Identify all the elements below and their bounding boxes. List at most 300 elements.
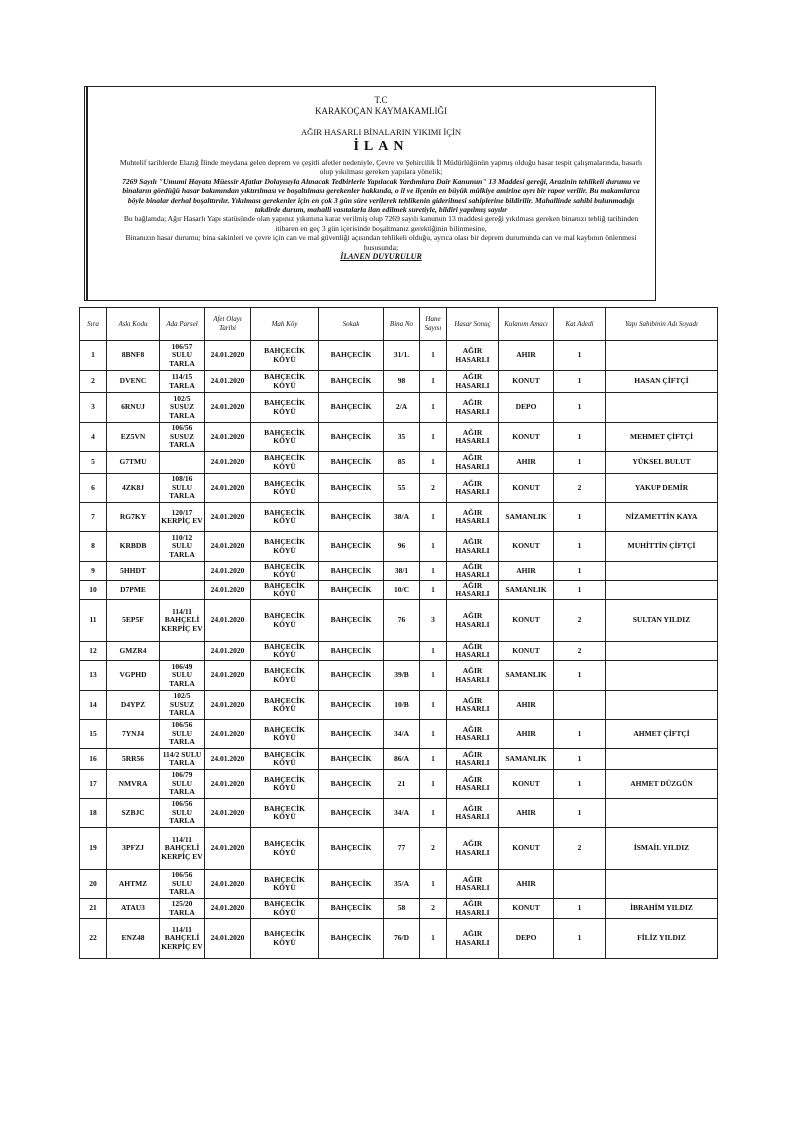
column-header: Sıra — [80, 308, 107, 341]
damage-result-cell: AĞIR HASARLI — [447, 828, 499, 870]
paragraph-2-law: 7269 Sayılı "Umumi Hayata Müessir Afatlar Dolayısıyla Alınacak Tedbirlerle Yapılacak Yardımlara Dair Kanunun" 13 Maddesi gereği, Arazinin tehlikeli durumu ve binaların gördüğü hasar bakımından yıktırılması ve boşaltılması gerekenler hakkında, o il ve ilçenin en büyük mülkiye amirine ayrı bir rapor verilir. Bu makamlarca böyle binalar derhal boşalttırılır. Yıkılması gerekenler için en çok 3 gün süre verilerek tehlikenin giderilmesi sahiplerine bildirilir. Mahallinde sahibi bulunmadığı takdirde durum, mahalli vasıtalarla ilan edilmek suretiyle, bildiri yapılmış sayılır — [122, 176, 640, 215]
building-no-cell: 58 — [384, 899, 420, 919]
floor-count-cell: 2 — [554, 600, 606, 642]
asset-code-cell: D4YPZ — [107, 691, 160, 720]
announcement-header — [84, 86, 656, 301]
asset-code-cell: EZ5VN — [107, 423, 160, 452]
asset-code-cell: D7PME — [107, 581, 160, 600]
asset-code-cell: ATAU3 — [107, 899, 160, 919]
column-header: Kat Adedi — [554, 308, 606, 341]
table-row — [80, 452, 718, 474]
building-no-cell: 76 — [384, 600, 420, 642]
household-count-cell: 1 — [420, 532, 447, 562]
street-cell: BAHÇECİK — [319, 919, 384, 959]
building-no-cell: 39/B — [384, 661, 420, 691]
street-cell: BAHÇECİK — [319, 423, 384, 452]
floor-count-cell: 2 — [554, 474, 606, 503]
disaster-date-cell: 24.01.2020 — [205, 503, 251, 532]
village-cell: BAHÇECİK KÖYÜ — [251, 749, 319, 770]
row-number-cell: 13 — [80, 661, 107, 691]
parcel-cell: 120/17 KERPİÇ EV — [160, 503, 205, 532]
damage-result-cell: AĞIR HASARLI — [447, 474, 499, 503]
table-row — [80, 899, 718, 919]
village-cell: BAHÇECİK KÖYÜ — [251, 393, 319, 423]
column-header: Ada Parsel — [160, 308, 205, 341]
paragraph-3: Bu bağlamda; Ağır Hasarlı Yapı statüsünde olan yapınız yıkımına karar verilmiş olup 7269 sayılı kanunun 13 maddesi gereği yıkılması gereken binanızı tebliğ tarihinden itibaren en geç 3 gün içerisinde boşaltmanız gerektiğinin bilinmesine, — [123, 214, 639, 233]
owner-name-cell: NİZAMETTİN KAYA — [606, 503, 718, 532]
building-no-cell: 35 — [384, 423, 420, 452]
floor-count-cell: 1 — [554, 423, 606, 452]
asset-code-cell: 5HHDT — [107, 562, 160, 581]
row-number-cell: 9 — [80, 562, 107, 581]
row-number-cell: 16 — [80, 749, 107, 770]
usage-purpose-cell: KONUT — [499, 423, 554, 452]
village-cell: BAHÇECİK KÖYÜ — [251, 532, 319, 562]
damage-result-cell: AĞIR HASARLI — [447, 423, 499, 452]
usage-purpose-cell: AHIR — [499, 452, 554, 474]
asset-code-cell: VGPHD — [107, 661, 160, 691]
row-number-cell: 15 — [80, 720, 107, 749]
parcel-cell — [160, 452, 205, 474]
floor-count-cell: 1 — [554, 341, 606, 371]
table-row — [80, 371, 718, 393]
owner-name-cell: YÜKSEL BULUT — [606, 452, 718, 474]
building-no-cell: 98 — [384, 371, 420, 393]
table-row — [80, 474, 718, 503]
floor-count-cell: 2 — [554, 828, 606, 870]
usage-purpose-cell: DEPO — [499, 919, 554, 959]
damage-result-cell: AĞIR HASARLI — [447, 799, 499, 828]
owner-name-cell — [606, 749, 718, 770]
household-count-cell: 1 — [420, 341, 447, 371]
floor-count-cell: 1 — [554, 503, 606, 532]
subject-line: AĞIR HASARLI BİNALARIN YIKIMI İÇİN — [300, 127, 462, 137]
asset-code-cell: 3PFZJ — [107, 828, 160, 870]
owner-name-cell — [606, 393, 718, 423]
asset-code-cell: 5RR56 — [107, 749, 160, 770]
village-cell: BAHÇECİK KÖYÜ — [251, 919, 319, 959]
building-no-cell: 31/1. — [384, 341, 420, 371]
table-row — [80, 919, 718, 959]
usage-purpose-cell: AHIR — [499, 799, 554, 828]
table-row — [80, 828, 718, 870]
damage-result-cell: AĞIR HASARLI — [447, 341, 499, 371]
building-no-cell: 85 — [384, 452, 420, 474]
row-number-cell: 14 — [80, 691, 107, 720]
village-cell: BAHÇECİK KÖYÜ — [251, 642, 319, 661]
street-cell: BAHÇECİK — [319, 661, 384, 691]
building-no-cell: 38/1 — [384, 562, 420, 581]
village-cell: BAHÇECİK KÖYÜ — [251, 452, 319, 474]
row-number-cell: 8 — [80, 532, 107, 562]
disaster-date-cell: 24.01.2020 — [205, 870, 251, 899]
floor-count-cell: 1 — [554, 720, 606, 749]
street-cell: BAHÇECİK — [319, 870, 384, 899]
table-row — [80, 799, 718, 828]
owner-name-cell — [606, 581, 718, 600]
table-row — [80, 749, 718, 770]
floor-count-cell: 1 — [554, 770, 606, 799]
parcel-cell — [160, 642, 205, 661]
disaster-date-cell: 24.01.2020 — [205, 749, 251, 770]
household-count-cell: 1 — [420, 452, 447, 474]
tc-label: T.C — [374, 95, 388, 105]
disaster-date-cell: 24.01.2020 — [205, 770, 251, 799]
owner-name-cell — [606, 341, 718, 371]
asset-code-cell: DVENC — [107, 371, 160, 393]
parcel-cell: 114/11 BAHÇELİ KERPİÇ EV — [160, 828, 205, 870]
owner-name-cell — [606, 661, 718, 691]
row-number-cell: 22 — [80, 919, 107, 959]
floor-count-cell: 2 — [554, 642, 606, 661]
disaster-date-cell: 24.01.2020 — [205, 642, 251, 661]
owner-name-cell: SULTAN YILDIZ — [606, 600, 718, 642]
usage-purpose-cell: AHIR — [499, 341, 554, 371]
household-count-cell: 1 — [420, 423, 447, 452]
damage-result-cell: AĞIR HASARLI — [447, 600, 499, 642]
paragraph-1: Muhtelif tarihlerde Elazığ İlinde meydana gelen deprem ve çeşitli afetler nedeniyle, Çevre ve Şehircilik İl Müdürlüğünün yapmış olduğu hasar tespit çalışmalarında, hasarlı olup yıkılması gereken yapılara yönelik; — [119, 158, 643, 177]
household-count-cell: 1 — [420, 562, 447, 581]
building-no-cell — [384, 642, 420, 661]
buildings-table — [79, 307, 718, 959]
disaster-date-cell: 24.01.2020 — [205, 452, 251, 474]
asset-code-cell: 4ZK8J — [107, 474, 160, 503]
row-number-cell: 6 — [80, 474, 107, 503]
table-row — [80, 770, 718, 799]
row-number-cell: 1 — [80, 341, 107, 371]
damage-result-cell: AĞIR HASARLI — [447, 770, 499, 799]
floor-count-cell: 1 — [554, 532, 606, 562]
floor-count-cell: 1 — [554, 919, 606, 959]
usage-purpose-cell: SAMANLIK — [499, 749, 554, 770]
owner-name-cell — [606, 870, 718, 899]
building-no-cell: 34/A — [384, 720, 420, 749]
household-count-cell: 1 — [420, 919, 447, 959]
usage-purpose-cell: KONUT — [499, 371, 554, 393]
village-cell: BAHÇECİK KÖYÜ — [251, 600, 319, 642]
owner-name-cell: MUHİTTİN ÇİFTÇİ — [606, 532, 718, 562]
parcel-cell: 106/57 SULU TARLA — [160, 341, 205, 371]
usage-purpose-cell: KONUT — [499, 532, 554, 562]
building-no-cell: 86/A — [384, 749, 420, 770]
damage-result-cell: AĞIR HASARLI — [447, 562, 499, 581]
damage-result-cell: AĞIR HASARLI — [447, 452, 499, 474]
parcel-cell: 110/12 SULU TARLA — [160, 532, 205, 562]
building-no-cell: 96 — [384, 532, 420, 562]
table-row — [80, 691, 718, 720]
paragraph-4: Binanızın hasar durumu; bina sakinleri ve çevre için can ve mal güvenliği açısından tehlikeli olduğu, ayrıca olası bir deprem durumunda can ve mal kaybının önlenmesi hususunda; — [125, 233, 637, 252]
village-cell: BAHÇECİK KÖYÜ — [251, 828, 319, 870]
owner-name-cell — [606, 642, 718, 661]
column-header: Askı Kodu — [107, 308, 160, 341]
household-count-cell: 1 — [420, 749, 447, 770]
household-count-cell: 2 — [420, 899, 447, 919]
street-cell: BAHÇECİK — [319, 532, 384, 562]
owner-name-cell — [606, 562, 718, 581]
floor-count-cell: 1 — [554, 899, 606, 919]
table-row — [80, 532, 718, 562]
table-header — [80, 308, 718, 341]
village-cell: BAHÇECİK KÖYÜ — [251, 562, 319, 581]
disaster-date-cell: 24.01.2020 — [205, 532, 251, 562]
building-no-cell: 55 — [384, 474, 420, 503]
household-count-cell: 1 — [420, 661, 447, 691]
damage-result-cell: AĞIR HASARLI — [447, 691, 499, 720]
table-row — [80, 661, 718, 691]
floor-count-cell: 1 — [554, 749, 606, 770]
parcel-cell: 106/56 SULU TARLA — [160, 870, 205, 899]
usage-purpose-cell: SAMANLIK — [499, 581, 554, 600]
ilan-title: İLAN — [353, 139, 409, 154]
parcel-cell: 114/15 TARLA — [160, 371, 205, 393]
usage-purpose-cell: KONUT — [499, 642, 554, 661]
asset-code-cell: 8BNF8 — [107, 341, 160, 371]
disaster-date-cell: 24.01.2020 — [205, 474, 251, 503]
damage-result-cell: AĞIR HASARLI — [447, 749, 499, 770]
owner-name-cell — [606, 691, 718, 720]
owner-name-cell: İBRAHİM YILDIZ — [606, 899, 718, 919]
row-number-cell: 19 — [80, 828, 107, 870]
asset-code-cell: G7TMU — [107, 452, 160, 474]
building-no-cell: 76/D — [384, 919, 420, 959]
village-cell: BAHÇECİK KÖYÜ — [251, 799, 319, 828]
asset-code-cell: SZBJC — [107, 799, 160, 828]
asset-code-cell: KRBDB — [107, 532, 160, 562]
village-cell: BAHÇECİK KÖYÜ — [251, 581, 319, 600]
usage-purpose-cell: SAMANLIK — [499, 661, 554, 691]
building-no-cell: 10/B — [384, 691, 420, 720]
usage-purpose-cell: AHIR — [499, 562, 554, 581]
disaster-date-cell: 24.01.2020 — [205, 341, 251, 371]
usage-purpose-cell: KONUT — [499, 770, 554, 799]
street-cell: BAHÇECİK — [319, 799, 384, 828]
row-number-cell: 5 — [80, 452, 107, 474]
asset-code-cell: 6RNUJ — [107, 393, 160, 423]
asset-code-cell: AHTMZ — [107, 870, 160, 899]
table-row — [80, 341, 718, 371]
asset-code-cell: GMZR4 — [107, 642, 160, 661]
damage-result-cell: AĞIR HASARLI — [447, 919, 499, 959]
damage-result-cell: AĞIR HASARLI — [447, 371, 499, 393]
row-number-cell: 18 — [80, 799, 107, 828]
floor-count-cell: 1 — [554, 562, 606, 581]
parcel-cell: 106/56 SULU TARLA — [160, 720, 205, 749]
column-header: Kulanım Amacı — [499, 308, 554, 341]
damage-result-cell: AĞIR HASARLI — [447, 532, 499, 562]
building-no-cell: 10/C — [384, 581, 420, 600]
village-cell: BAHÇECİK KÖYÜ — [251, 770, 319, 799]
table-row — [80, 642, 718, 661]
damage-result-cell: AĞIR HASARLI — [447, 393, 499, 423]
owner-name-cell: AHMET ÇİFTÇİ — [606, 720, 718, 749]
asset-code-cell: 5EP5F — [107, 600, 160, 642]
row-number-cell: 21 — [80, 899, 107, 919]
owner-name-cell: HASAN ÇİFTÇİ — [606, 371, 718, 393]
damage-result-cell: AĞIR HASARLI — [447, 661, 499, 691]
parcel-cell — [160, 562, 205, 581]
column-header: Hasar Sonuç — [447, 308, 499, 341]
household-count-cell: 1 — [420, 870, 447, 899]
disaster-date-cell: 24.01.2020 — [205, 562, 251, 581]
damage-result-cell: AĞIR HASARLI — [447, 642, 499, 661]
row-number-cell: 4 — [80, 423, 107, 452]
street-cell: BAHÇECİK — [319, 371, 384, 393]
street-cell: BAHÇECİK — [319, 393, 384, 423]
parcel-cell: 106/56 SUSUZ TARLA — [160, 423, 205, 452]
household-count-cell: 2 — [420, 474, 447, 503]
village-cell: BAHÇECİK KÖYÜ — [251, 474, 319, 503]
village-cell: BAHÇECİK KÖYÜ — [251, 720, 319, 749]
asset-code-cell: RG7KY — [107, 503, 160, 532]
authority-title: KARAKOÇAN KAYMAKAMLIĞI — [315, 106, 447, 116]
street-cell: BAHÇECİK — [319, 503, 384, 532]
village-cell: BAHÇECİK KÖYÜ — [251, 899, 319, 919]
building-no-cell: 77 — [384, 828, 420, 870]
building-no-cell: 21 — [384, 770, 420, 799]
street-cell: BAHÇECİK — [319, 452, 384, 474]
floor-count-cell: 1 — [554, 393, 606, 423]
damage-result-cell: AĞIR HASARLI — [447, 503, 499, 532]
column-header: Afet Olayı Tarihi — [205, 308, 251, 341]
row-number-cell: 11 — [80, 600, 107, 642]
parcel-cell: 106/56 SULU TARLA — [160, 799, 205, 828]
street-cell: BAHÇECİK — [319, 691, 384, 720]
damage-result-cell: AĞIR HASARLI — [447, 581, 499, 600]
street-cell: BAHÇECİK — [319, 720, 384, 749]
parcel-cell — [160, 581, 205, 600]
household-count-cell: 1 — [420, 371, 447, 393]
disaster-date-cell: 24.01.2020 — [205, 691, 251, 720]
closing-line: İLANEN DUYURULUR — [340, 252, 422, 262]
usage-purpose-cell: DEPO — [499, 393, 554, 423]
table-row — [80, 562, 718, 581]
street-cell: BAHÇECİK — [319, 749, 384, 770]
table-body — [80, 341, 718, 959]
column-header: Hane Sayısı — [420, 308, 447, 341]
building-no-cell: 34/A — [384, 799, 420, 828]
damage-result-cell: AĞIR HASARLI — [447, 720, 499, 749]
parcel-cell: 114/11 BAHÇELİ KERPİÇ EV — [160, 600, 205, 642]
usage-purpose-cell: KONUT — [499, 474, 554, 503]
village-cell: BAHÇECİK KÖYÜ — [251, 423, 319, 452]
village-cell: BAHÇECİK KÖYÜ — [251, 870, 319, 899]
asset-code-cell: NMVRA — [107, 770, 160, 799]
table-row — [80, 870, 718, 899]
usage-purpose-cell: KONUT — [499, 828, 554, 870]
street-cell: BAHÇECİK — [319, 562, 384, 581]
floor-count-cell: 1 — [554, 371, 606, 393]
street-cell: BAHÇECİK — [319, 600, 384, 642]
table-row — [80, 393, 718, 423]
usage-purpose-cell: KONUT — [499, 600, 554, 642]
household-count-cell: 1 — [420, 581, 447, 600]
disaster-date-cell: 24.01.2020 — [205, 919, 251, 959]
building-no-cell: 2/A — [384, 393, 420, 423]
usage-purpose-cell: KONUT — [499, 899, 554, 919]
street-cell: BAHÇECİK — [319, 341, 384, 371]
disaster-date-cell: 24.01.2020 — [205, 799, 251, 828]
parcel-cell: 108/16 SULU TARLA — [160, 474, 205, 503]
table-row — [80, 720, 718, 749]
disaster-date-cell: 24.01.2020 — [205, 393, 251, 423]
owner-name-cell: FİLİZ YILDIZ — [606, 919, 718, 959]
table-row — [80, 600, 718, 642]
damage-result-cell: AĞIR HASARLI — [447, 899, 499, 919]
row-number-cell: 7 — [80, 503, 107, 532]
street-cell: BAHÇECİK — [319, 642, 384, 661]
floor-count-cell: 1 — [554, 581, 606, 600]
street-cell: BAHÇECİK — [319, 899, 384, 919]
village-cell: BAHÇECİK KÖYÜ — [251, 661, 319, 691]
asset-code-cell: ENZ48 — [107, 919, 160, 959]
floor-count-cell: 1 — [554, 452, 606, 474]
column-header: Bina No — [384, 308, 420, 341]
parcel-cell: 114/11 BAHÇELİ KERPİÇ EV — [160, 919, 205, 959]
village-cell: BAHÇECİK KÖYÜ — [251, 371, 319, 393]
row-number-cell: 12 — [80, 642, 107, 661]
parcel-cell: 102/5 SUSUZ TARLA — [160, 393, 205, 423]
owner-name-cell: İSMAİL YILDIZ — [606, 828, 718, 870]
owner-name-cell: YAKUP DEMİR — [606, 474, 718, 503]
disaster-date-cell: 24.01.2020 — [205, 720, 251, 749]
row-number-cell: 17 — [80, 770, 107, 799]
village-cell: BAHÇECİK KÖYÜ — [251, 503, 319, 532]
usage-purpose-cell: AHIR — [499, 870, 554, 899]
building-no-cell: 38/A — [384, 503, 420, 532]
usage-purpose-cell: AHIR — [499, 691, 554, 720]
table-row — [80, 503, 718, 532]
household-count-cell: 2 — [420, 828, 447, 870]
disaster-date-cell: 24.01.2020 — [205, 581, 251, 600]
disaster-date-cell: 24.01.2020 — [205, 423, 251, 452]
street-cell: BAHÇECİK — [319, 770, 384, 799]
parcel-cell: 106/79 SULU TARLA — [160, 770, 205, 799]
row-number-cell: 3 — [80, 393, 107, 423]
floor-count-cell — [554, 691, 606, 720]
village-cell: BAHÇECİK KÖYÜ — [251, 341, 319, 371]
row-number-cell: 2 — [80, 371, 107, 393]
disaster-date-cell: 24.01.2020 — [205, 828, 251, 870]
disaster-date-cell: 24.01.2020 — [205, 371, 251, 393]
disaster-date-cell: 24.01.2020 — [205, 661, 251, 691]
floor-count-cell: 1 — [554, 799, 606, 828]
usage-purpose-cell: SAMANLIK — [499, 503, 554, 532]
row-number-cell: 20 — [80, 870, 107, 899]
floor-count-cell — [554, 870, 606, 899]
building-no-cell: 35/A — [384, 870, 420, 899]
household-count-cell: 1 — [420, 720, 447, 749]
parcel-cell: 106/49 SULU TARLA — [160, 661, 205, 691]
household-count-cell: 1 — [420, 799, 447, 828]
disaster-date-cell: 24.01.2020 — [205, 899, 251, 919]
owner-name-cell — [606, 799, 718, 828]
street-cell: BAHÇECİK — [319, 581, 384, 600]
street-cell: BAHÇECİK — [319, 474, 384, 503]
owner-name-cell: AHMET DÜZGÜN — [606, 770, 718, 799]
household-count-cell: 3 — [420, 600, 447, 642]
column-header: Sokak — [319, 308, 384, 341]
household-count-cell: 1 — [420, 691, 447, 720]
usage-purpose-cell: AHIR — [499, 720, 554, 749]
floor-count-cell: 1 — [554, 661, 606, 691]
disaster-date-cell: 24.01.2020 — [205, 600, 251, 642]
parcel-cell: 102/5 SUSUZ TARLA — [160, 691, 205, 720]
street-cell: BAHÇECİK — [319, 828, 384, 870]
row-number-cell: 10 — [80, 581, 107, 600]
household-count-cell: 1 — [420, 642, 447, 661]
parcel-cell: 125/20 TARLA — [160, 899, 205, 919]
column-header: Mah Köy — [251, 308, 319, 341]
